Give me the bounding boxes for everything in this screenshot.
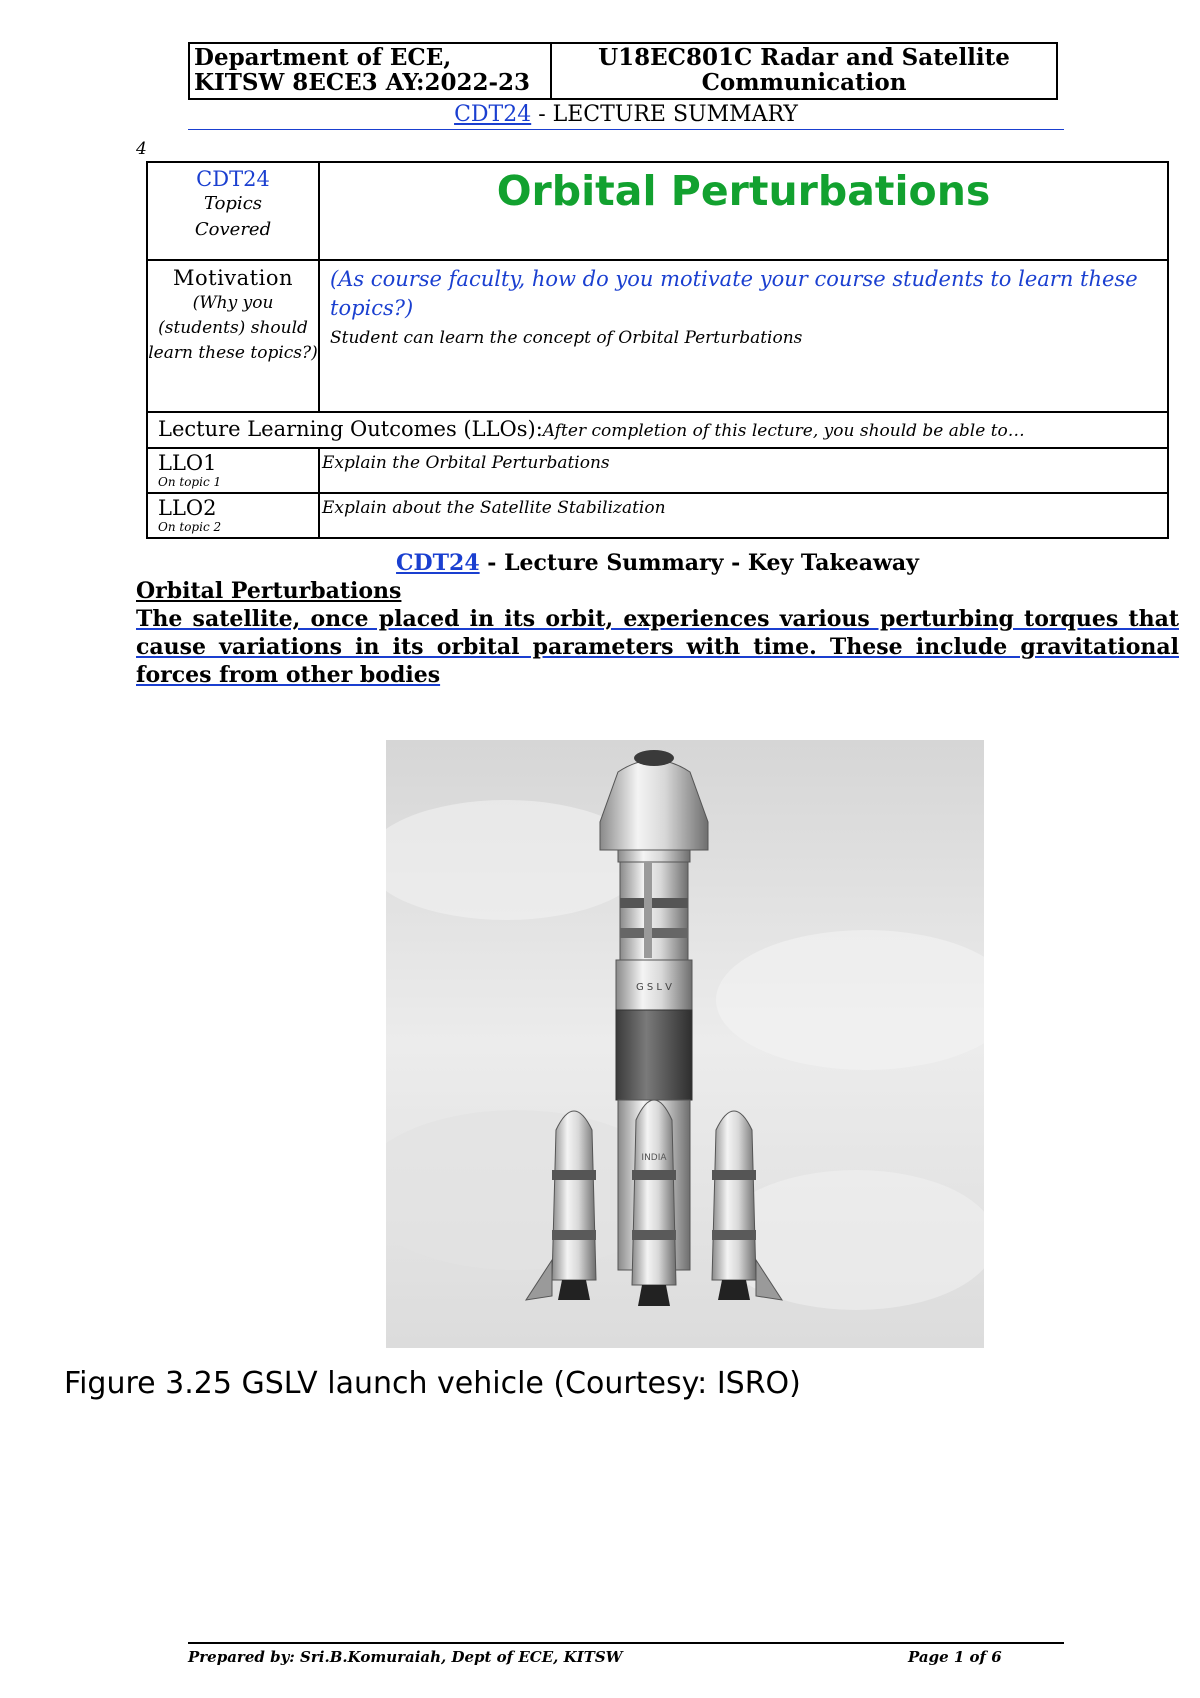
lecture-summary-table (146, 161, 1169, 539)
footer-divider (188, 1642, 1064, 1644)
figure-caption: Figure 3.25 GSLV launch vehicle (Courtesy: ISRO) (64, 1366, 801, 1401)
llo-code: LLO1 (158, 451, 217, 475)
topic-title: Orbital Perturbations (496, 167, 991, 215)
lecture-code-link[interactable]: CDT24 (454, 102, 532, 127)
llo-row (147, 448, 1168, 493)
topics-cell (147, 162, 319, 260)
topics-code: CDT24 (196, 167, 270, 191)
motivation-question: (As course faculty, how do you motivate your course students to learn these topics?) (330, 267, 1138, 320)
lecture-title (188, 103, 1064, 130)
total-pages: 6 (991, 1648, 1002, 1666)
page-prefix: Page (908, 1648, 954, 1666)
key-takeaway-code-link[interactable]: CDT24 (396, 550, 480, 576)
key-takeaway-title (146, 550, 1169, 576)
header-department: Department of ECE, KITSW 8ECE3 AY:2022-23 (190, 44, 552, 98)
llo-code: LLO2 (158, 496, 217, 520)
footer-page-number (908, 1648, 1002, 1666)
llo-topic: On topic 2 (158, 520, 222, 534)
motivation-content-cell (319, 260, 1168, 412)
topics-label-2: Covered (194, 219, 272, 240)
llo-text: Explain about the Satellite Stabilization (319, 493, 1168, 538)
page-mark: 4 (136, 139, 147, 159)
body-paragraph: The satellite, once placed in its orbit, experiences various perturbing torques that cause variations in its orbital parameters with time. These include gravitational forces from other bodies (136, 606, 1179, 688)
llo-topic: On topic 1 (158, 475, 222, 489)
gslv-rocket-image (386, 740, 984, 1348)
llo-header-label: Lecture Learning Outcomes (LLOs): (158, 417, 543, 441)
llo-code-cell (147, 493, 319, 538)
header-course: U18EC801C Radar and Satellite Communication (598, 44, 1010, 96)
llo-code-cell (147, 448, 319, 493)
document-header (188, 42, 1058, 100)
motivation-subtext: (Why you (students) should learn these topics?) (148, 293, 318, 363)
llo-text: Explain the Orbital Perturbations (319, 448, 1168, 493)
llo-header-prompt: After completion of this lecture, you should be able to… (542, 421, 1025, 441)
footer-prepared-by: Prepared by: Sri.B.Komuraiah, Dept of ECE, KITSW (188, 1648, 623, 1666)
motivation-heading: Motivation (172, 266, 293, 290)
topic-title-cell (319, 162, 1168, 260)
motivation-answer: Student can learn the concept of Orbital Perturbations (330, 328, 803, 348)
page-of: of (964, 1648, 992, 1666)
lecture-title-text: - LECTURE SUMMARY (531, 102, 798, 127)
svg-text:INDIA: INDIA (641, 1153, 667, 1163)
key-takeaway-text: - Lecture Summary - Key Takeaway (479, 550, 919, 576)
topics-label-1: Topics (203, 193, 263, 214)
llo-header (147, 412, 1168, 448)
current-page: 1 (953, 1648, 965, 1666)
section-heading: Orbital Perturbations (136, 578, 402, 604)
llo-row (147, 493, 1168, 538)
motivation-cell (147, 260, 319, 412)
svg-text:G S L V: G S L V (635, 982, 673, 993)
